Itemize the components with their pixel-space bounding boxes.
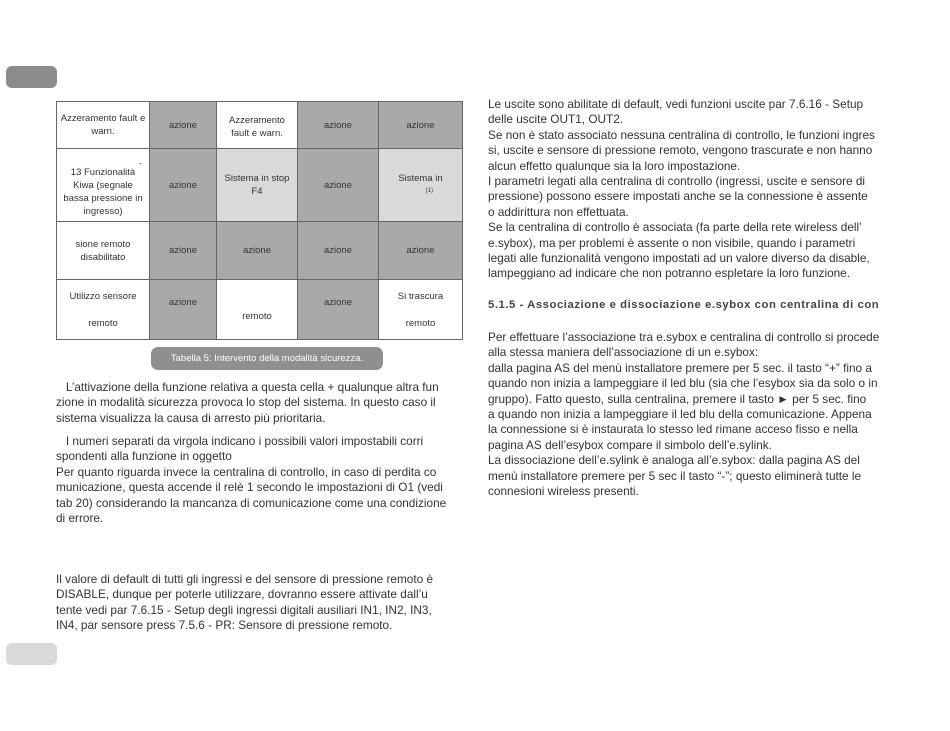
text-line: La dissociazione dell’e.sylink è analoga all’e.sybox: dalla pagina AS del	[488, 453, 860, 468]
table-cell: sione remoto disabilitato	[57, 222, 150, 280]
text-line: I parametri legati alla centralina di controllo (ingressi, uscite e sensore di	[488, 174, 866, 189]
text-line: I numeri separati da virgola indicano i possibili valori impostabili corri	[56, 434, 424, 448]
page-tab-marker	[6, 66, 57, 88]
table-cell	[57, 149, 150, 222]
text-line: spondenti alla funzione in oggetto	[56, 449, 232, 464]
text-line: dalla pagina AS del menù installatore premere per 5 sec. il tasto “+” fino a	[488, 360, 872, 375]
table-cell: azione	[379, 102, 463, 149]
text-line: gruppo). Fatto questo, sulla centralina, premere il tasto ► per 5 sec. fino	[488, 391, 867, 406]
table-cell: azione	[298, 149, 379, 222]
text-line: DISABLE, dunque per poterle utilizzare, dovranno essere attivate dall’u	[56, 587, 428, 602]
safety-mode-table	[56, 101, 463, 340]
left-paragraph-1	[56, 380, 462, 426]
left-paragraph-3	[56, 572, 462, 634]
table-cell: Azzeramento fault e warn.	[217, 102, 298, 149]
table-cell	[57, 280, 150, 340]
cell-label: remoto	[405, 317, 436, 329]
text-line: alcun effetto qualunque sia la loro impostazione.	[488, 158, 741, 173]
table-cell	[379, 149, 463, 222]
table-cell: azione	[379, 222, 463, 280]
text-line: si, uscite e sensore di pressione remoto, vengono trascurate e non hanno	[488, 143, 873, 158]
cell-label: remoto	[88, 317, 118, 329]
table-cell: azione	[217, 222, 298, 280]
table-cell: Azzeramento fault e warn.	[57, 102, 150, 149]
text-line: Per effettuare l’associazione tra e.sybox e centralina di controllo si procede	[488, 330, 880, 344]
table-cell: azione	[150, 149, 217, 222]
text-line: a quando non inizia a lampeggiare il led blu della comunicazione. Appena	[488, 407, 872, 422]
text-line: legati alle funzionalità vengono impostati ad un valore diverso da disable,	[488, 251, 870, 266]
right-paragraph-2	[488, 330, 894, 499]
table-row	[57, 102, 463, 149]
text-line: zione in modalità sicurezza provoca lo stop del sistema. In questo caso il	[56, 395, 436, 410]
text-line: L’attivazione della funzione relativa a questa cella + qualunque altra fun	[56, 380, 439, 394]
cell-label: Si trascura	[397, 290, 444, 302]
text-line: quando non inizia a lampeggiare il led blu (sia che l’esybox sia da solo o in	[488, 376, 878, 391]
table-cell: azione	[150, 280, 217, 340]
text-line: Se non è stato associato nessuna centralina di controllo, le funzioni ingres	[488, 127, 875, 142]
left-paragraph-2	[56, 434, 462, 526]
text-line: Le uscite sono abilitate di default, vedi funzioni uscite par 7.6.16 - Setup	[488, 97, 864, 111]
text-line: e.sybox), ma per problemi è assente o non visibile, quando i parametri	[488, 235, 856, 250]
cell-label: Sistema in	[398, 173, 443, 184]
right-paragraph-1	[488, 97, 894, 282]
table-cell: azione	[298, 280, 379, 340]
cell-label: Utilizzo sensore	[69, 290, 137, 302]
text-line: tente vedi par 7.6.15 - Setup degli ingressi digitali ausiliari IN1, IN2, IN3,	[56, 602, 432, 617]
table-cell: azione	[298, 222, 379, 280]
section-heading: 5.1.5 - Associazione e dissociazione e.sybox con centralina di con	[488, 299, 880, 311]
text-line: alla stessa maniera dell’associazione di un e.sybox:	[488, 345, 759, 360]
text-line: delle uscite OUT1, OUT2.	[488, 112, 624, 127]
table-caption: Tabella 5: Intervento della modalità sicurezza.	[151, 347, 383, 370]
text-line: menù installatore premere per 5 sec il tasto “-”; questo eliminerà tutte le	[488, 468, 862, 483]
text-line: pressione) possono essere impostati anche se la connessione è assente	[488, 189, 868, 204]
table-row	[57, 149, 463, 222]
table-row	[57, 222, 463, 280]
footnote-marker: (1)	[425, 188, 433, 194]
text-line: Se la centralina di controllo è associata (fa parte della rete wireless dell’	[488, 220, 862, 235]
text-line: IN4, par sensore press 7.5.6 - PR: Sensore di pressione remoto.	[56, 618, 393, 633]
text-line: sistema visualizza la causa di arresto più prioritaria.	[56, 410, 326, 425]
text-line: pagina AS dell’esybox compare il simbolo dell’e.sylink.	[488, 437, 772, 452]
text-line: lampeggiano ad indicare che non potranno espletare la loro funzione.	[488, 266, 851, 281]
table-cell	[379, 280, 463, 340]
text-line: municazione, questa accende il relè 1 secondo le impostazioni di O1 (vedi	[56, 480, 443, 495]
page-number-tab	[6, 643, 57, 665]
table-cell: azione	[150, 102, 217, 149]
table-cell: Sistema in stop F4	[217, 149, 298, 222]
table-cell: azione	[150, 222, 217, 280]
text-line: o addirittura non effettuata.	[488, 204, 629, 219]
table-row	[57, 280, 463, 340]
cell-label: 13 Funzionalità Kiwa (segnale bassa pressione in ingresso)	[63, 167, 143, 217]
text-line: Per quanto riguarda invece la centralina di controllo, in caso di perdita co	[56, 464, 437, 479]
text-line: Il valore di default di tutti gli ingressi e del sensore di pressione remoto è	[56, 572, 434, 586]
text-line: la connessione si è instaurata lo stesso led rimane acceso fisso e nella	[488, 422, 858, 437]
text-line: di errore.	[56, 511, 104, 526]
table-cell: remoto	[217, 280, 298, 340]
text-line: connesioni wireless presenti.	[488, 484, 639, 499]
table-cell: azione	[298, 102, 379, 149]
cell-label-fragment: .	[139, 156, 142, 167]
text-line: tab 20) considerando la mancanza di comunicazione come una condizione	[56, 495, 447, 510]
